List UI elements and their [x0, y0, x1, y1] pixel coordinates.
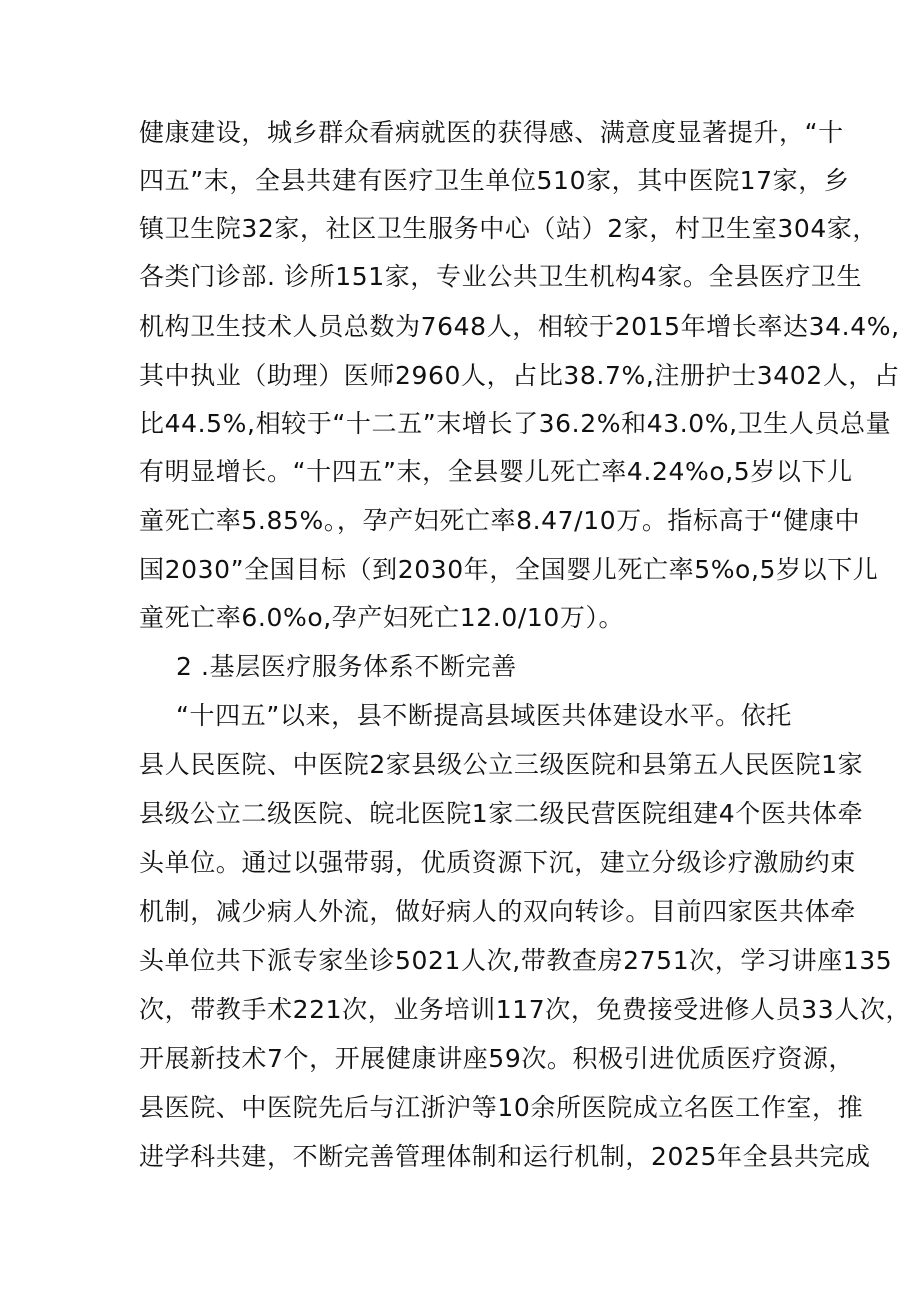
text-line: 县医院、中医院先后与江浙沪等10余所医院成立名医工作室，推	[139, 1093, 864, 1122]
text-line: 其中执业（助理）医师2960人，占比38.7%,注册护士3402人，占	[139, 361, 900, 390]
text-line: 健康建设，城乡群众看病就医的获得感、满意度显著提升，“十	[139, 118, 844, 147]
text-line: “十四五”以来，县不断提高县域医共体建设水平。依托	[176, 701, 792, 730]
section-heading: 2 .基层医疗服务体系不断完善	[176, 652, 517, 681]
text-line: 县级公立二级医院、皖北医院1家二级民营医院组建4个医共体牵	[139, 799, 864, 828]
text-line: 头单位。通过以强带弱，优质资源下沉，建立分级诊疗激励约束	[139, 848, 856, 877]
text-line: 比44.5%,相较于“十二五”末增长了36.2%和43.0%,卫生人员总量	[139, 409, 892, 438]
text-line: 开展新技术7个，开展健康讲座59次。积极引进优质医疗资源，	[139, 1044, 855, 1073]
text-line: 机制，减少病人外流，做好病人的双向转诊。目前四家医共体牵	[139, 897, 856, 926]
text-line: 头单位共下派专家坐诊5021人次,带教查房2751次，学习讲座135	[139, 946, 893, 975]
text-line: 四五”末，全县共建有医疗卫生单位510家，其中医院17家，乡	[139, 166, 850, 195]
text-line: 镇卫生院32家，社区卫生服务中心（站）2家，村卫生室304家，	[139, 214, 879, 243]
text-line: 有明显增长。“十四五”末，全县婴儿死亡率4.24%o,5岁以下儿	[139, 457, 853, 486]
text-line: 童死亡率5.85%。，孕产妇死亡率8.47/10万。指标高于“健康中	[139, 506, 861, 535]
text-line: 县人民医院、中医院2家县级公立三级医院和县第五人民医院1家	[139, 750, 864, 779]
text-line: 各类门诊部. 诊所151家，专业公共卫生机构4家。全县医疗卫生	[139, 262, 863, 291]
text-line: 次，带教手术221次，业务培训117次，免费接受进修人员33人次，	[139, 995, 912, 1024]
text-line: 机构卫生技术人员总数为7648人，相较于2015年增长率达34.4%,	[139, 312, 900, 341]
text-line: 国2030”全国目标（到2030年，全国婴儿死亡率5%o,5岁以下儿	[139, 555, 879, 584]
text-line: 童死亡率6.0%o,孕产妇死亡12.0/10万）。	[139, 603, 625, 632]
text-line: 进学科共建，不断完善管理体制和运行机制，2025年全县共完成	[139, 1142, 871, 1171]
